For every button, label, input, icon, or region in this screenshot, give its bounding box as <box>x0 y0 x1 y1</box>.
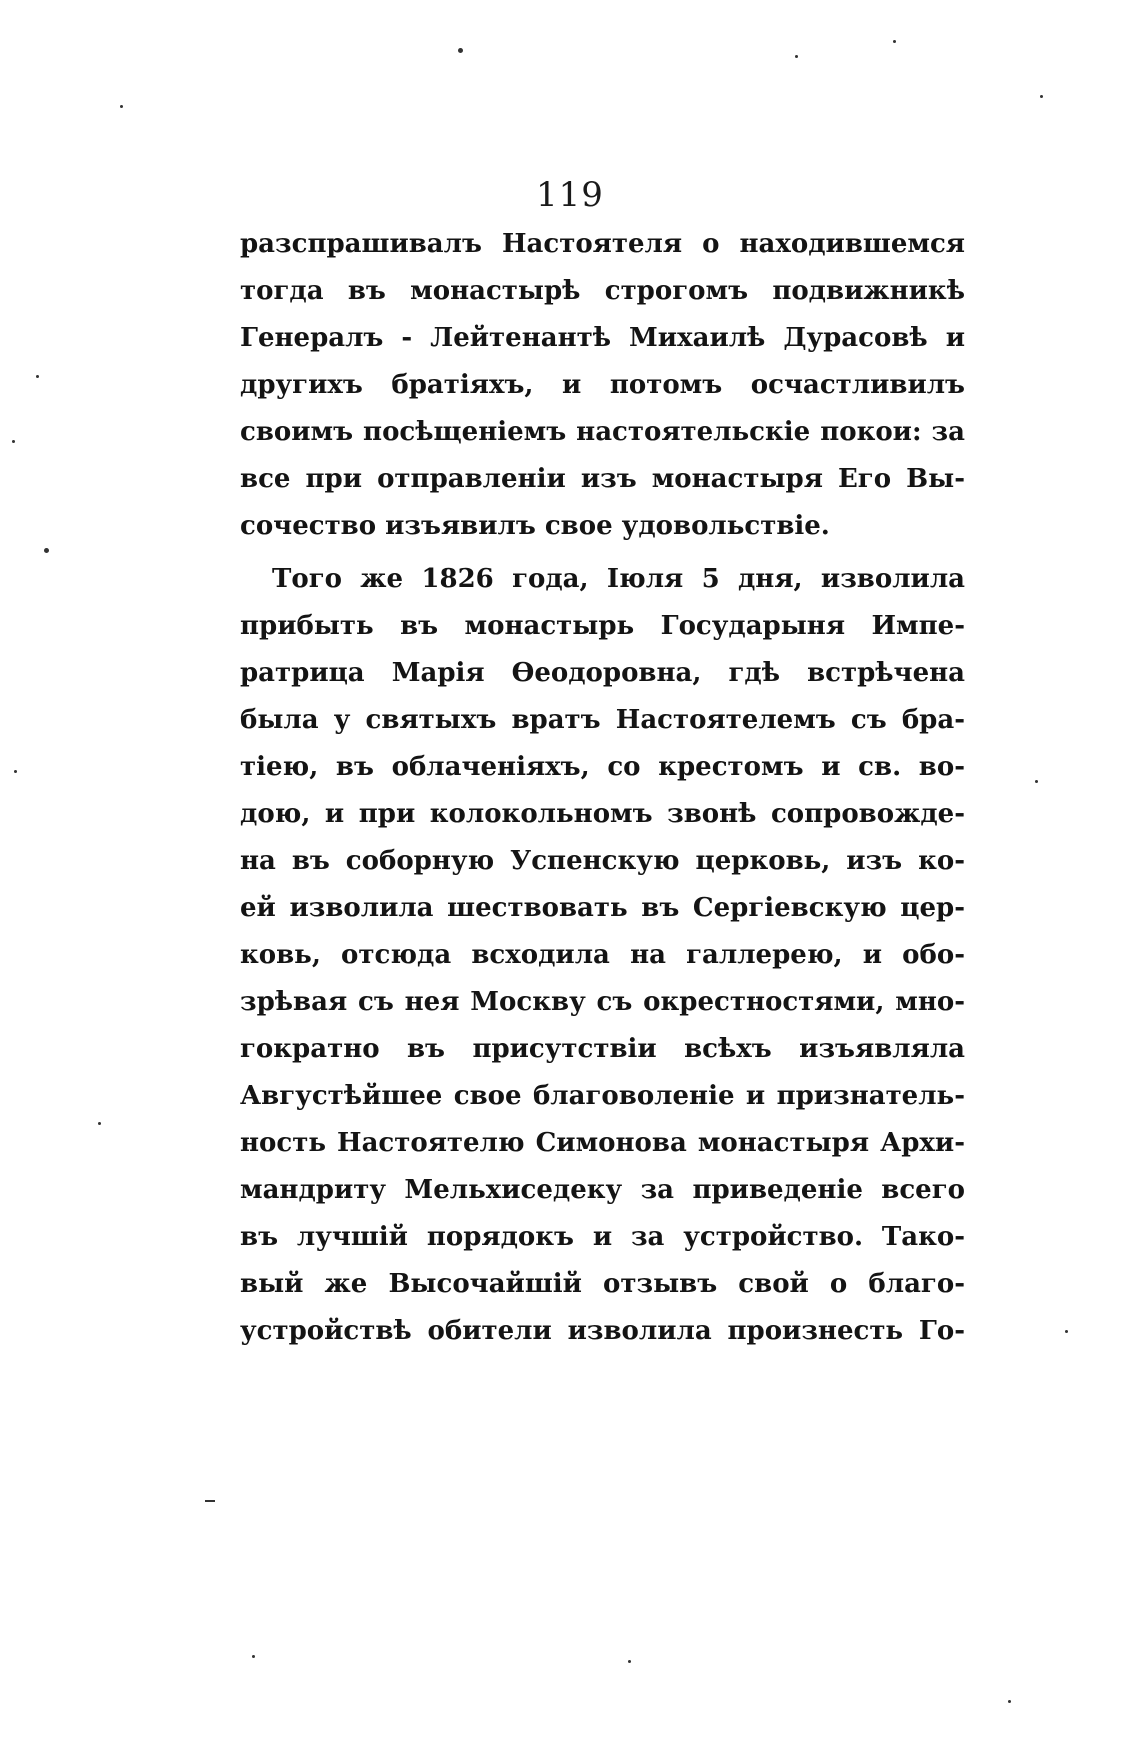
text-line: дою, и при колокольномъ звонѣ сопровожде- <box>240 799 965 829</box>
text-line: своимъ посѣщеніемъ настоятельскіе покои: за <box>240 417 965 447</box>
scan-speck <box>98 1122 101 1125</box>
text-line: въ лучшій порядокъ и за устройство. Тако- <box>240 1222 965 1252</box>
scan-speck <box>795 55 798 58</box>
text-line: все при отправленіи изъ монастыря Его Вы- <box>240 464 965 494</box>
text-line: мандриту Мельхиседеку за приведеніе всего <box>240 1175 965 1205</box>
text-line: зрѣвая съ нея Москву съ окрестностями, мно- <box>240 987 965 1017</box>
scan-speck <box>1008 1700 1011 1703</box>
scan-speck <box>120 105 123 108</box>
text-line: тіею, въ облаченіяхъ, со крестомъ и св. во- <box>240 752 965 782</box>
text-line: Генералъ - Лейтенантѣ Михаилѣ Дурасовѣ и <box>240 323 965 353</box>
text-line: на въ соборную Успенскую церковь, изъ ко- <box>240 846 965 876</box>
text-line: вый же Высочайшій отзывъ свой о благо- <box>240 1269 965 1299</box>
text-line: другихъ братіяхъ, и потомъ осчастливилъ <box>240 370 965 400</box>
scan-speck <box>1040 95 1043 98</box>
scan-speck <box>12 440 15 443</box>
text-line: Августѣйшее свое благоволеніе и признатель- <box>240 1081 965 1111</box>
text-line: Того же 1826 года, Іюля 5 дня, изволила <box>272 564 965 594</box>
text-line: гократно въ присутствіи всѣхъ изъявляла <box>240 1034 965 1064</box>
scan-speck <box>44 548 49 553</box>
scan-speck <box>458 48 463 53</box>
text-line: прибыть въ монастырь Государыня Импе- <box>240 611 965 641</box>
scan-speck <box>205 1500 215 1502</box>
page-number: 119 <box>536 175 604 215</box>
scan-speck <box>628 1660 631 1663</box>
scan-speck <box>893 40 896 43</box>
text-line: тогда въ монастырѣ строгомъ подвижникѣ <box>240 276 965 306</box>
text-line: ность Настоятелю Симонова монастыря Архи- <box>240 1128 965 1158</box>
scan-speck <box>36 375 39 378</box>
text-line: ратрица Марія Ѳеодоровна, гдѣ встрѣчена <box>240 658 965 688</box>
text-line: ей изволила шествовать въ Сергіевскую цер- <box>240 893 965 923</box>
scan-speck <box>252 1655 255 1658</box>
scan-speck <box>1065 1330 1068 1333</box>
scan-speck <box>1035 780 1038 783</box>
text-line: сочество изъявилъ свое удовольствіе. <box>240 511 830 541</box>
scan-speck <box>14 770 17 773</box>
text-line: была у святыхъ вратъ Настоятелемъ съ бра- <box>240 705 965 735</box>
text-line: устройствѣ обители изволила произнесть Го- <box>240 1316 965 1346</box>
text-line: разспрашивалъ Настоятеля о находившемся <box>240 229 965 259</box>
text-line: ковь, отсюда всходила на галлерею, и обо- <box>240 940 965 970</box>
